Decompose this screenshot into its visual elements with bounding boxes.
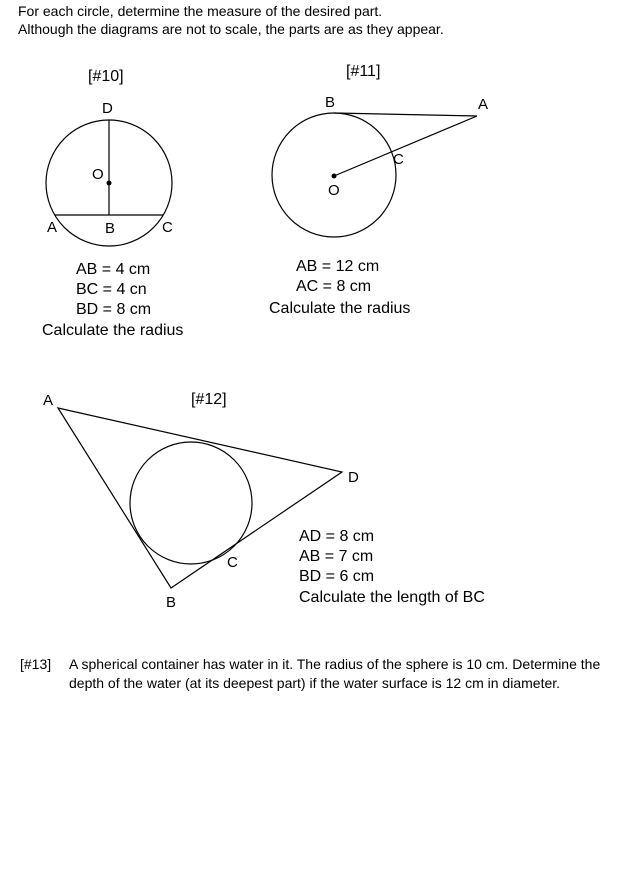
task-10: Calculate the radius [42,322,184,339]
point-B-12: B [166,594,177,611]
problem10-label: [#10] [88,68,124,85]
point-O-11: O [328,182,340,199]
problem12-label: [#12] [191,391,227,408]
problem13-label: [#13] [20,656,52,672]
instructions-line-1: For each circle, determine the measure of the desired part. [18,3,383,19]
problem11-label: [#11] [346,63,381,80]
point-A-10: A [47,219,58,236]
center-point-11 [332,174,337,179]
tangent-AB-11 [334,113,477,116]
problem13-text: A spherical container has water in it. The radius of the sphere is 10 cm. Determine the depth of the water (at its deepest part) if the water surface is 12 cm in diameter. [69,656,601,691]
given-12-2: AB = 7 cm [299,548,374,565]
point-C-11: C [393,151,404,168]
given-10-2: BC = 4 cn [76,281,147,298]
point-A-11: A [478,96,489,113]
point-C-12: C [227,554,238,571]
task-12: Calculate the length of BC [299,589,485,606]
given-10-3: BD = 8 cm [76,301,152,318]
center-point-10 [107,181,112,186]
given-12-1: AD = 8 cm [299,528,375,545]
point-B-11: B [325,94,336,111]
given-11-2: AC = 8 cm [296,278,372,295]
instructions-line-2: Although the diagrams are not to scale, the parts are as they appear. [18,21,444,37]
point-D-10: D [102,100,113,117]
given-11-1: AB = 12 cm [296,258,380,275]
secant-OA-11 [334,116,477,176]
point-A-12: A [43,392,54,409]
point-D-12: D [348,469,359,486]
given-12-3: BD = 6 cm [299,568,375,585]
task-11: Calculate the radius [269,300,411,317]
given-10-1: AB = 4 cm [76,261,151,278]
point-B-10: B [105,220,116,237]
point-C-10: C [162,219,173,236]
point-O-10: O [92,166,104,183]
